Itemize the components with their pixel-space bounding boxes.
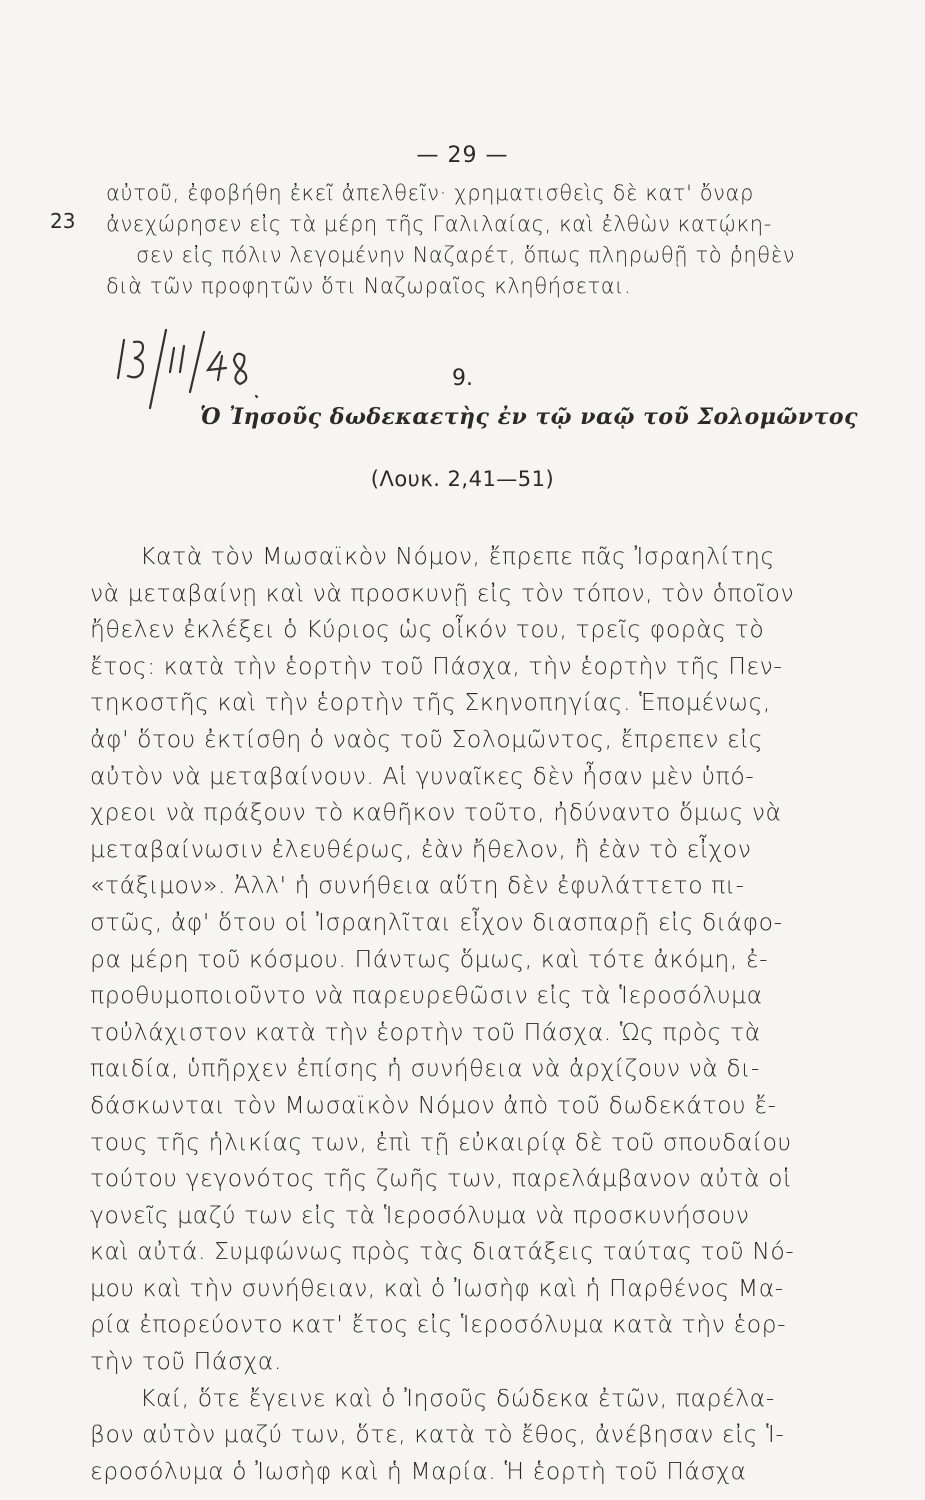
text-line: Καί, ὅτε ἔγεινε καὶ ὁ Ἰησοῦς δώδεκα ἐτῶν, παρέλα- [140,1383,775,1412]
text-line: καὶ αὐτά. Συμφώνως πρὸς τὰς διατάξεις ταύτας τοῦ Νό- [90,1237,795,1266]
text-line: τηκοστῆς καὶ τὴν ἑορτὴν τῆς Σκηνοπηγίας. Ἑπομένως, [90,688,771,717]
scripture-reference: (Λουκ. 2,41—51) [370,467,555,491]
text-line: ἀφ' ὅτου ἐκτίσθη ὁ ναὸς τοῦ Σολομῶντος, ἔπρεπεν εἰς [90,724,764,753]
section-title: Ὁ Ἰησοῦς δωδεκαετὴς ἐν τῷ ναῷ τοῦ Σολομῶντος [200,404,859,430]
verse-number: 23 [50,209,76,233]
text-line: βον αὐτὸν μαζύ των, ὅτε, κατὰ τὸ ἔθος, ἀνέβησαν εἰς Ἱ- [90,1420,785,1449]
text-line: μεταβαίνωσιν ἐλευθέρως, ἐὰν ἤθελον, ἢ ἐὰν τὸ εἶχον [90,834,752,863]
text-line: σεν εἰς πόλιν λεγομένην Ναζαρέτ, ὅπως πληρωθῇ τὸ ῥηθὲν [136,243,796,267]
text-line: στῶς, ἀφ' ὅτου οἱ Ἰσραηλῖται εἶχον διασπαρῇ εἰς διάφο- [90,907,783,936]
text-line: μου καὶ τὴν συνήθειαν, καὶ ὁ Ἰωσὴφ καὶ ἡ Παρθένος Μα- [90,1273,784,1302]
text-line: ρία ἐπορεύοντο κατ' ἔτος εἰς Ἱεροσόλυμα κατὰ τὴν ἑορ- [90,1310,787,1339]
section-number: 9. [452,366,473,391]
text-line: «τάξιμον». Ἀλλ' ἡ συνήθεια αὕτη δὲν ἐφυλάττετο πι- [90,871,745,900]
page-number: — 29 — [416,143,509,168]
text-line: δάσκωνται τὸν Μωσαϊκὸν Νόμον ἀπὸ τοῦ δωδεκάτου ἔ- [90,1090,777,1119]
text-line: παιδία, ὑπῆρχεν ἐπίσης ἡ συνήθεια νὰ ἀρχίζουν νὰ δι- [90,1054,760,1083]
text-line: χρεοι νὰ πράξουν τὸ καθῆκον τοῦτο, ἠδύναντο ὅμως νὰ [90,798,782,827]
text-line: ἔτος: κατὰ τὴν ἑορτὴν τοῦ Πάσχα, τὴν ἑορτὴν τῆς Πεν- [90,651,783,680]
text-line: προθυμοποιοῦντο νὰ παρευρεθῶσιν εἰς τὰ Ἱεροσόλυμα [90,981,763,1010]
text-line: εροσόλυμα ὁ Ἰωσὴφ καὶ ἡ Μαρία. Ἡ ἑορτὴ τοῦ Πάσχα [90,1456,747,1485]
text-line: ρα μέρη τοῦ κόσμου. Πάντως ὅμως, καὶ τότε ἀκόμη, ἐ- [90,944,769,973]
body-text [90,538,830,1489]
text-line: τὴν τοῦ Πάσχα. [90,1347,282,1376]
text-line: διὰ τῶν προφητῶν ὅτι Ναζωραῖος κληθήσεται. [106,274,632,298]
text-line: γονεῖς μαζύ των εἰς τὰ Ἱεροσόλυμα νὰ προσκυνήσουν [90,1200,750,1229]
text-line: νὰ μεταβαίνῃ καὶ νὰ προσκυνῇ εἰς τὸν τόπον, τὸν ὁποῖον [90,578,795,607]
text-line: αὐτοῦ, ἐφοβήθη ἐκεῖ ἀπελθεῖν· χρηματισθεὶς δὲ κατ' ὄναρ [106,181,754,205]
text-line: Κατὰ τὸν Μωσαϊκὸν Νόμον, ἔπρεπε πᾶς Ἰσραηλίτης [140,542,775,570]
text-line: τούτου γεγονότος τῆς ζωῆς των, παρελάμβανον αὐτὰ οἱ [90,1164,792,1193]
text-line: ἤθελεν ἐκλέξει ὁ Κύριος ὡς οἶκόν του, τρεῖς φορὰς τὸ [90,615,765,644]
text-line: τοὐλάχιστον κατὰ τὴν ἑορτὴν τοῦ Πάσχα. Ὡς πρὸς τὰ [90,1017,761,1046]
text-line: αὐτὸν νὰ μεταβαίνουν. Αἱ γυναῖκες δὲν ἦσαν μὲν ὑπό- [90,761,755,790]
text-line: τους τῆς ἡλικίας των, ἐπὶ τῇ εὐκαιρίᾳ δὲ τοῦ σπουδαίου [90,1127,792,1156]
text-line: ἀνεχώρησεν εἰς τὰ μέρη τῆς Γαλιλαίας, καὶ ἐλθὼν κατῴκη- [106,212,772,236]
